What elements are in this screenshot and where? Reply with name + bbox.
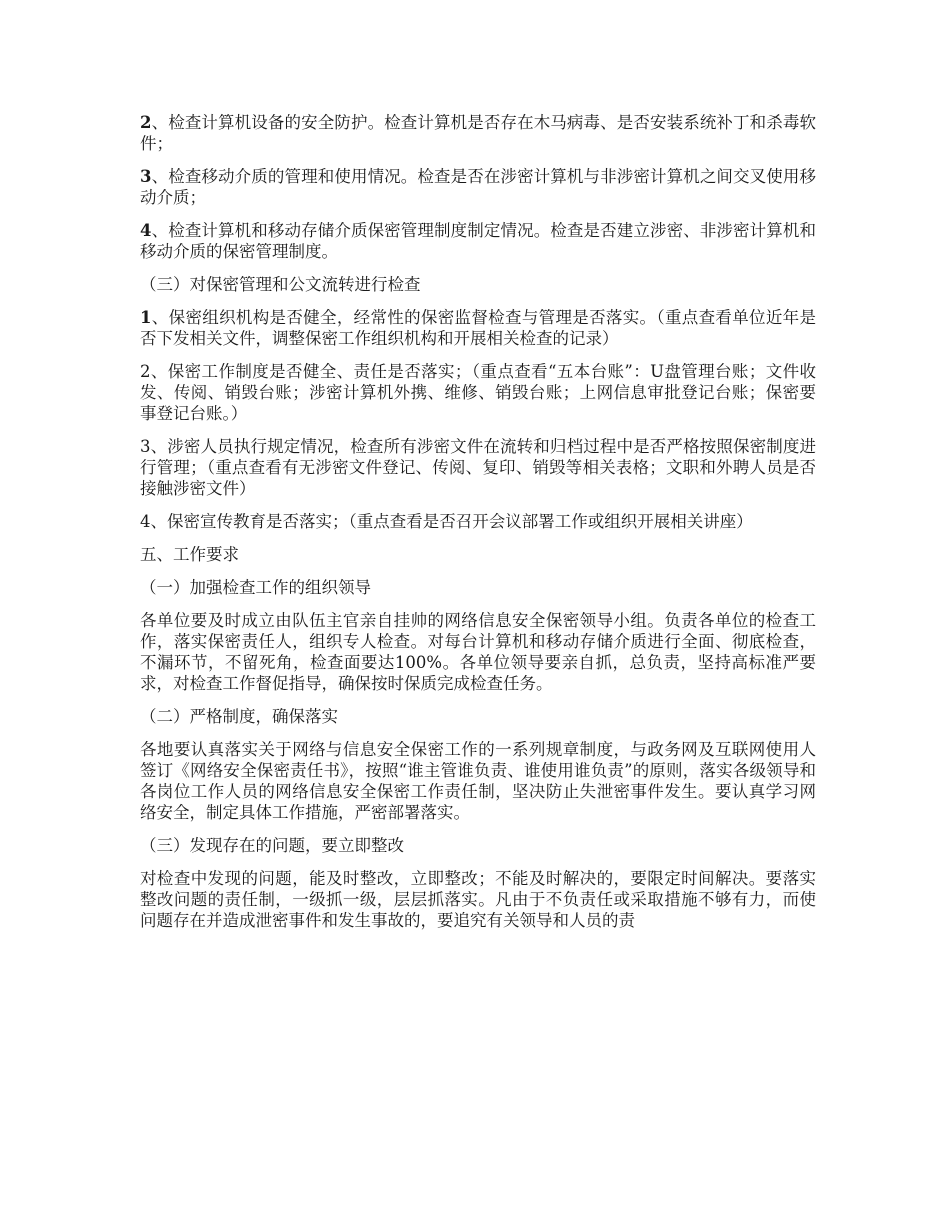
paragraph-leadership-group [140,610,816,694]
heading-text: （三）发现存在的问题，要立即整改 [140,836,404,855]
subheading-strict-rules [140,706,816,727]
heading-text: （三）对保密管理和公文流转进行检查 [140,275,421,294]
paragraph-text: 4、保密宣传教育是否落实；（重点查看是否召开会议部署工作或组织开展相关讲座） [140,512,753,531]
subheading-fix-problems [140,835,816,856]
paragraph-text: 3、涉密人员执行规定情况，检查所有涉密文件在流转和归档过程中是否严格按照保密制度进行管理；（重点查看有无涉密文件登记、传阅、复印、销毁等相关表格；文职和外聘人员是否接触涉密文件） [140,437,816,498]
paragraph-text: 各单位要及时成立由队伍主官亲自挂帅的网络信息安全保密领导小组。负责各单位的检查工作，落实保密责任人，组织专人检查。对每台计算机和移动存储介质进行全面、彻底检查，不漏环节，不留死角，检查面要达100%。各单位领导要亲自抓，总负责，坚持高标准严要求，对检查工作督促指导，确保按时保质完成检查任务。 [140,611,816,693]
paragraph-check-mobile-media [140,166,816,208]
heading-text: （一）加强检查工作的组织领导 [140,578,371,597]
document-body [140,112,816,943]
paragraph-text: 2、保密工作制度是否健全、责任是否落实；（重点查看“五本台账”：U盘管理台账；文件收发、传阅、销毁台账；涉密计算机外携、维修、销毁台账；上网信息审批登记台账；保密要事登记台账。） [140,362,816,423]
item-number: 3 [140,167,152,186]
heading-text: 五、工作要求 [140,545,239,564]
paragraph-text: 、检查移动介质的管理和使用情况。检查是否在涉密计算机与非涉密计算机之间交叉使用移动介质； [140,167,816,207]
paragraph-secrecy-organization [140,307,816,349]
paragraph-text: 、保密组织机构是否健全，经常性的保密监督检查与管理是否落实。（重点查看单位近年是否下发相关文件，调整保密工作组织机构和开展相关检查的记录） [140,308,816,348]
item-number: 2 [140,113,152,132]
paragraph-secrecy-rules [140,361,816,424]
paragraph-check-computer-protection [140,112,816,154]
subheading-organization-leadership [140,577,816,598]
section-heading-secrecy-management [140,274,816,295]
paragraph-rectification [140,868,816,931]
item-number: 1 [140,308,152,327]
paragraph-rules-implementation [140,739,816,823]
paragraph-text: 、检查计算机和移动存储介质保密管理制度制定情况。检查是否建立涉密、非涉密计算机和移动介质的保密管理制度。 [140,221,816,261]
paragraph-personnel-compliance [140,436,816,499]
section-heading-work-requirements [140,544,816,565]
heading-text: （二）严格制度，确保落实 [140,707,338,726]
paragraph-text: 对检查中发现的问题，能及时整改，立即整改；不能及时解决的，要限定时间解决。要落实整改问题的责任制，一级抓一级，层层抓落实。凡由于不负责任或采取措施不够有力，而使问题存在并造成泄密事件和发生事故的，要追究有关领导和人员的责 [140,869,816,930]
item-number: 4 [140,221,152,240]
paragraph-text: 各地要认真落实关于网络与信息安全保密工作的一系列规章制度，与政务网及互联网使用人签订《网络安全保密责任书》，按照“谁主管谁负责、谁使用谁负责”的原则，落实各级领导和各岗位工作人员的网络信息安全保密工作责任制，坚决防止失泄密事件发生。要认真学习网络安全，制定具体工作措施，严密部署落实。 [140,740,816,822]
paragraph-check-management-rules [140,220,816,262]
paragraph-secrecy-education [140,511,816,532]
paragraph-text: 、检查计算机设备的安全防护。检查计算机是否存在木马病毒、是否安装系统补丁和杀毒软件； [140,113,816,153]
